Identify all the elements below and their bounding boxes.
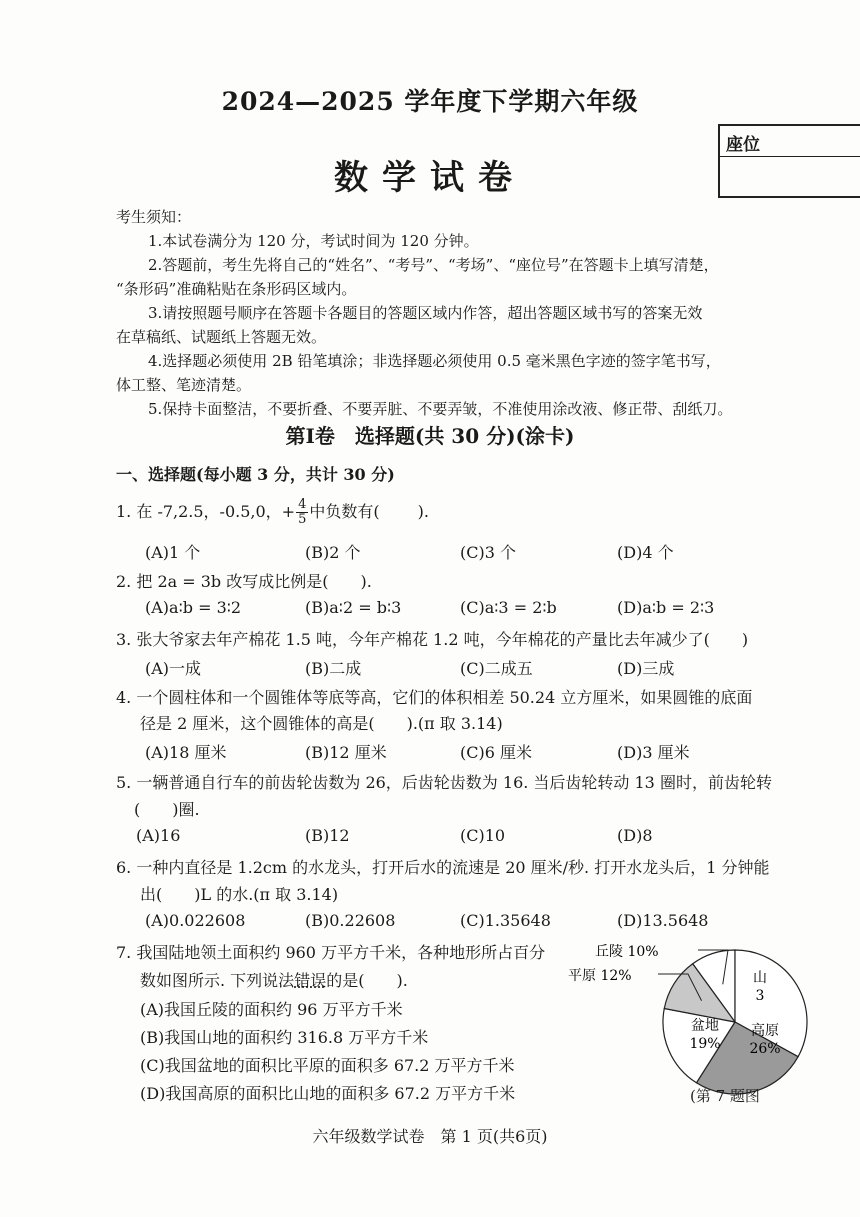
pie-pct-label-3: 19% xyxy=(689,1036,721,1052)
pie-label-1: 山 xyxy=(753,970,767,986)
q2-option-a: (A)a∶b = 3∶2 xyxy=(145,598,242,617)
notice-item-1: 1.本试卷满分为 120 分，考试时间为 120 分钟。 xyxy=(148,232,479,250)
question-7-stem-line-1: 7. 我国陆地领土面积约 960 万平方千米，各种地形所占百分 xyxy=(116,943,546,962)
q2-option-c: (C)a∶3 = 2∶b xyxy=(460,598,557,617)
q6-option-d: (D)13.5648 xyxy=(617,911,709,930)
q6-option-c: (C)1.35648 xyxy=(460,911,551,930)
q6-option-b: (B)0.22608 xyxy=(305,911,396,930)
q3-option-a: (A)一成 xyxy=(145,659,202,678)
q5-option-d: (D)8 xyxy=(617,826,653,845)
q1-stem-part-a: 1. 在 -7,2.5，-0.5,0，+ xyxy=(116,502,296,521)
notice-item-4: 4.选择题必须使用 2B 铅笔填涂；非选择题必须使用 0.5 毫米黑色字迹的签字笔书写， xyxy=(148,352,721,370)
pie-label-3: 盆地 xyxy=(691,1018,719,1034)
notice-item-3: 3.请按照题号顺序在答题卡各题目的答题区域内作答，超出答题区域书写的答案无效 xyxy=(148,304,703,322)
q7-stem-part-c: 的是( ). xyxy=(326,971,408,990)
question-6-stem-line-2: 出( )L 的水.(π 取 3.14) xyxy=(140,885,339,904)
q7-stem-part-a: 数如图所示. 下列说法 xyxy=(140,971,295,990)
q7-pie-chart xyxy=(560,930,860,1110)
q1-fraction-denominator: 5 xyxy=(298,512,307,527)
question-5-stem-line-1: 5. 一辆普通自行车的前齿轮齿数为 26，后齿轮齿数为 16. 当后齿轮转动 13 圈时，前齿轮转 xyxy=(116,773,772,792)
q4-option-b: (B)12 厘米 xyxy=(305,743,387,762)
q1-stem-part-b: 中负数有( xyxy=(309,502,380,521)
q4-option-c: (C)6 厘米 xyxy=(460,743,532,762)
pie-label-0: 丘陵 10% xyxy=(595,944,659,960)
q4-option-a: (A)18 厘米 xyxy=(145,743,227,762)
pie-label-4: 平原 12% xyxy=(568,968,632,984)
q5-option-b: (B)12 xyxy=(305,826,350,845)
part-heading: 一、选择题(每小题 3 分，共计 30 分) xyxy=(116,465,395,484)
q1-option-c: (C)3 个 xyxy=(460,543,516,562)
question-6-stem-line-1: 6. 一种内直径是 1.2cm 的水龙头，打开后水的流速是 20 厘米/秒. 打开水龙头后，1 分钟能 xyxy=(116,858,770,877)
q7-option-c: (C)我国盆地的面积比平原的面积多 67.2 万平方千米 xyxy=(140,1056,515,1075)
question-5-stem-line-2: ( )圈. xyxy=(134,800,200,819)
q7-option-d: (D)我国高原的面积比山地的面积多 67.2 万平方千米 xyxy=(140,1084,516,1103)
q1-fraction xyxy=(296,498,308,527)
q3-option-b: (B)二成 xyxy=(305,659,362,678)
question-4-stem-line-2: 径是 2 厘米，这个圆锥体的高是( ).(π 取 3.14) xyxy=(140,714,503,733)
q1-stem-part-c: ). xyxy=(417,502,429,521)
pie-pct-label-0: 10% xyxy=(627,944,659,960)
q2-option-b: (B)a∶2 = b∶3 xyxy=(305,598,402,617)
q1-option-b: (B)2 个 xyxy=(305,543,361,562)
question-4-stem-line-1: 4. 一个圆柱体和一个圆锥体等底等高，它们的体积相差 50.24 立方厘米，如果圆锥的底面 xyxy=(116,688,753,707)
question-2-stem: 2. 把 2a = 3b 改写成比例是( ). xyxy=(116,572,372,591)
q1-option-d: (D)4 个 xyxy=(617,543,674,562)
notice-item-2: 2.答题前，考生先将自己的“姓名”、“考号”、“考场”、“座位号”在答题卡上填写清楚， xyxy=(148,256,719,274)
q7-option-b: (B)我国山地的面积约 316.8 万平方千米 xyxy=(140,1028,429,1047)
notice-item-5: 5.保持卡面整洁，不要折叠、不要弄脏、不要弄皱，不准使用涂改液、修正带、刮纸刀。 xyxy=(148,400,733,418)
question-7-stem-line-2 xyxy=(140,968,408,991)
seat-number-label: 座位 xyxy=(726,135,760,155)
q7-figure-caption: (第 7 题图 xyxy=(690,1087,760,1105)
q5-option-c: (C)10 xyxy=(460,826,506,845)
q3-option-d: (D)三成 xyxy=(617,659,675,678)
notice-item-4-cont: 体工整、笔迹清楚。 xyxy=(116,376,252,394)
q7-option-a: (A)我国丘陵的面积约 96 万平方千米 xyxy=(140,1000,403,1019)
q2-option-d: (D)a∶b = 2∶3 xyxy=(617,598,715,617)
seat-box-divider xyxy=(718,156,860,157)
pie-pct-label-1: 3 xyxy=(755,988,765,1004)
exam-main-title: 数学试卷 xyxy=(334,158,526,198)
pie-slices xyxy=(663,950,807,1094)
notice-item-2-cont: “条形码”准确粘贴在条形码区域内。 xyxy=(116,280,357,298)
notice-heading: 考生须知： xyxy=(116,208,192,226)
q6-option-a: (A)0.022608 xyxy=(145,911,246,930)
page-footer: 六年级数学试卷 第 1 页(共6页) xyxy=(312,1127,548,1146)
exam-year-title: 2024—2025 学年度下学期六年级 xyxy=(221,87,639,116)
question-3-stem: 3. 张大爷家去年产棉花 1.5 吨，今年产棉花 1.2 吨，今年棉花的产量比去年减少了( ) xyxy=(116,630,749,649)
q5-option-a: (A)16 xyxy=(136,826,181,845)
pie-pct-label-4: 12% xyxy=(600,968,632,984)
q7-stem-emphasis: 错误 xyxy=(294,971,327,990)
q1-option-a: (A)1 个 xyxy=(145,543,201,562)
question-1-stem xyxy=(116,498,429,527)
section-title: 第Ⅰ卷 选择题(共 30 分)(涂卡) xyxy=(285,424,575,448)
q3-option-c: (C)二成五 xyxy=(460,659,533,678)
pie-pct-label-2: 26% xyxy=(749,1041,781,1057)
notice-item-3-cont: 在草稿纸、试题纸上答题无效。 xyxy=(116,328,327,346)
q4-option-d: (D)3 厘米 xyxy=(617,743,690,762)
q1-fraction-numerator: 4 xyxy=(298,497,307,512)
pie-label-2: 高原 xyxy=(751,1023,779,1039)
